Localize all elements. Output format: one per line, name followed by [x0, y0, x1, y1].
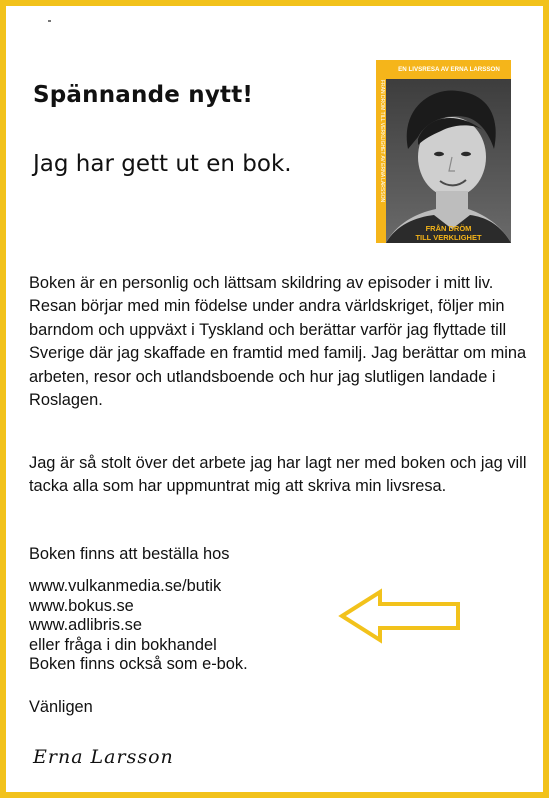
order-paragraph: Boken finns att beställa hos	[29, 545, 230, 563]
link-vulkanmedia[interactable]: www.vulkanmedia.se/butik	[29, 577, 222, 595]
portrait-illustration	[386, 79, 511, 243]
intro-paragraph: Boken är en personlig och lättsam skildring av episoder i mitt liv. Resan börjar med min födelse under andra världskriget, följer min barndom och uppväxt i Tyskland och berättar varför jag flyttade till Sverige där jag skaffade en framtid med familj. Jag berättar om mina arbeten, resor och utlandsboende och hur jag slutligen landade i Roslagen.	[29, 274, 527, 410]
cover-title-line-1: FRÅN DRÖM	[425, 224, 472, 233]
order-links-list	[29, 577, 329, 675]
book-cover-image	[376, 60, 511, 243]
cover-portrait-photo	[386, 79, 511, 243]
cover-title-line-2: TILL VERKLIGHET	[415, 233, 482, 242]
cover-author-line: EN LIVSRESA AV ERNA LARSSON	[398, 66, 500, 73]
bookstore-note: eller fråga i din bokhandel	[29, 635, 217, 654]
ebook-note: Boken finns också som e-bok.	[29, 655, 248, 674]
subline: Jag har gett ut en bok.	[33, 151, 292, 177]
cover-spine-text: FRÅN DRÖM TILL VERKLIGHET AV ERNA LARSSON	[379, 80, 385, 203]
thanks-paragraph: Jag är så stolt över det arbete jag har lagt ner med boken och jag vill tacka alla som har uppmuntrat mig att skriva min livsresa.	[29, 454, 527, 496]
stray-mark	[48, 20, 51, 22]
greeting: Vänligen	[29, 698, 93, 716]
link-adlibris[interactable]: www.adlibris.se	[29, 616, 142, 635]
arrow-left-icon	[336, 586, 466, 646]
headline: Spännande nytt!	[33, 82, 254, 108]
link-bokus[interactable]: www.bokus.se	[29, 596, 134, 615]
cover-title	[386, 224, 511, 242]
signature: Erna Larsson	[33, 746, 174, 768]
